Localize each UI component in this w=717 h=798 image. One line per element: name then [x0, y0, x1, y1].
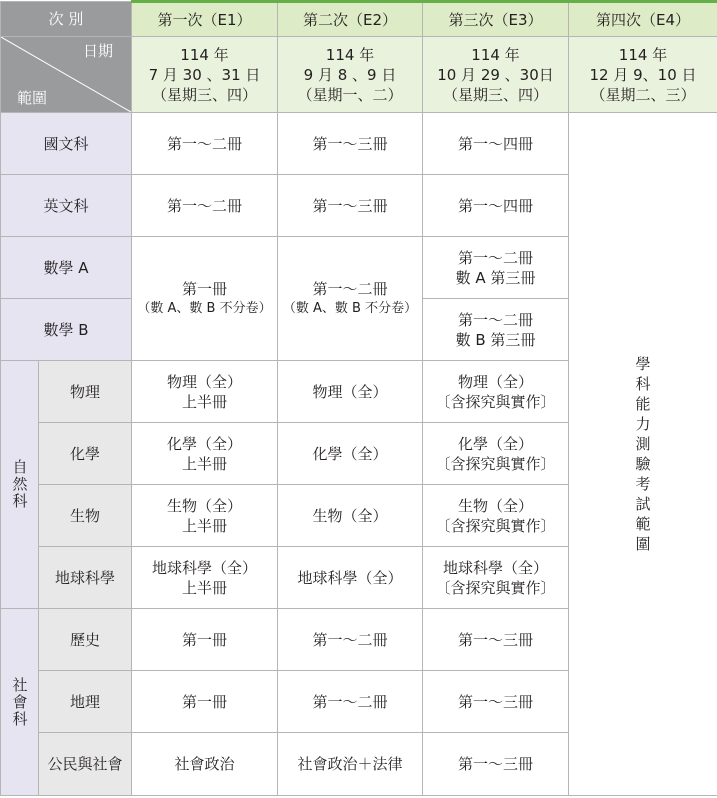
subject-earth-science: 地球科學	[39, 547, 132, 609]
session-header-row	[1, 2, 717, 37]
subject-civics: 公民與社會	[39, 733, 132, 796]
subject-chemistry: 化學	[39, 423, 132, 485]
e4-char: 能	[635, 395, 651, 413]
cell-history-e1: 第一冊	[132, 609, 278, 671]
cell-math-b-e3-line2: 數 B 第三冊	[455, 330, 536, 349]
cell-math-a-e3-line2: 數 A 第三冊	[455, 268, 536, 287]
cell-civics-e1: 社會政治	[132, 733, 278, 796]
date-e1-year: 114 年	[180, 45, 229, 64]
date-e2-days: 9 月 8 、9 日	[303, 65, 397, 84]
cell-biology-e1-line1: 生物（全）	[166, 496, 242, 515]
cell-earth-e2	[278, 547, 423, 609]
session-e2: 第二次（E2）	[278, 2, 423, 37]
e4-char: 範	[635, 515, 651, 533]
e4-char: 試	[635, 495, 651, 513]
subject-english: 英文科	[1, 175, 132, 237]
cell-earth-e3	[423, 547, 569, 609]
cell-geography-e3: 第一～三冊	[423, 671, 569, 733]
cell-chemistry-e2-line1: 化學（全）	[312, 444, 388, 463]
date-e2-weekdays: （星期一、二）	[297, 85, 403, 104]
session-e3: 第三次（E3）	[423, 2, 569, 37]
e4-char: 驗	[635, 455, 651, 473]
date-e3-days: 10 月 29 、30日	[437, 65, 554, 84]
subject-chinese: 國文科	[1, 113, 132, 175]
cell-physics-e1-line2: 上半冊	[181, 392, 227, 411]
date-corner-label: 日期	[82, 42, 113, 60]
cell-math-b-e3-line1: 第一～二冊	[457, 310, 533, 329]
subject-math-b: 數學 B	[1, 299, 132, 361]
date-e4-weekdays: （星期二、三）	[590, 85, 696, 104]
cell-earth-e3-line2: 〔含探究與實作〕	[435, 578, 556, 597]
cell-biology-e3-line1: 生物（全）	[457, 496, 533, 515]
subject-physics: 物理	[39, 361, 132, 423]
date-e1	[132, 37, 278, 113]
cell-english-e2: 第一～三冊	[278, 175, 423, 237]
group-science	[1, 361, 39, 609]
cell-physics-e2-line1: 物理（全）	[312, 382, 388, 401]
e4-char: 科	[635, 375, 651, 393]
date-e3	[423, 37, 569, 113]
cell-chemistry-e2	[278, 423, 423, 485]
date-row	[1, 37, 717, 113]
cell-physics-e1-line1: 物理（全）	[166, 372, 242, 391]
date-e4	[569, 37, 717, 113]
cell-chemistry-e1-line2: 上半冊	[181, 454, 227, 473]
e4-char: 力	[635, 415, 651, 433]
date-e2-year: 114 年	[325, 45, 375, 64]
group-social	[1, 609, 39, 796]
cell-biology-e2-line1: 生物（全）	[312, 506, 388, 525]
subject-geography: 地理	[39, 671, 132, 733]
cell-physics-e1	[132, 361, 278, 423]
table-row	[1, 113, 717, 175]
subject-history: 歷史	[39, 609, 132, 671]
date-e3-weekdays: （星期三、四）	[442, 85, 548, 104]
session-corner-label: 次 別	[1, 2, 132, 37]
cell-math-e2-line1: 第一～二冊	[312, 279, 388, 298]
cell-biology-e3-line2: 〔含探究與實作〕	[435, 516, 556, 535]
cell-math-e2-line2: （數 A、數 B 不分卷）	[282, 300, 418, 316]
cell-math-a-e3	[423, 237, 569, 299]
date-e4-days: 12 月 9、10 日	[589, 65, 697, 84]
cell-civics-e3: 第一～三冊	[423, 733, 569, 796]
group-social-label: 社會科	[10, 676, 29, 728]
cell-chinese-e2: 第一～三冊	[278, 113, 423, 175]
e4-char: 考	[635, 475, 651, 493]
cell-earth-e3-line1: 地球科學（全）	[442, 558, 548, 577]
cell-english-e1: 第一～二冊	[132, 175, 278, 237]
cell-physics-e3	[423, 361, 569, 423]
range-corner-label: 範圍	[17, 89, 48, 107]
cell-chemistry-e1	[132, 423, 278, 485]
cell-math-e1-line1: 第一冊	[181, 279, 227, 298]
e4-char: 測	[635, 435, 651, 453]
cell-geography-e1: 第一冊	[132, 671, 278, 733]
e4-char: 學	[635, 355, 651, 373]
cell-math-b-e3	[423, 299, 569, 361]
cell-physics-e3-line1: 物理（全）	[457, 372, 533, 391]
cell-earth-e1-line2: 上半冊	[181, 578, 227, 597]
cell-math-e2	[278, 237, 423, 361]
cell-math-e1-line2: （數 A、數 B 不分卷）	[137, 300, 272, 316]
date-e1-weekdays: （星期三、四）	[151, 85, 257, 104]
date-e3-year: 114 年	[471, 45, 520, 64]
cell-physics-e2	[278, 361, 423, 423]
cell-earth-e2-line1: 地球科學（全）	[297, 568, 403, 587]
cell-chemistry-e3	[423, 423, 569, 485]
group-science-label: 自然科	[10, 459, 29, 510]
cell-earth-e1	[132, 547, 278, 609]
subject-biology: 生物	[39, 485, 132, 547]
date-e2	[278, 37, 423, 113]
cell-biology-e3	[423, 485, 569, 547]
cell-chinese-e3: 第一～四冊	[423, 113, 569, 175]
cell-math-a-e3-line1: 第一～二冊	[457, 248, 533, 267]
date-e4-year: 114 年	[618, 45, 668, 64]
e4-char: 圍	[635, 535, 651, 553]
cell-biology-e1	[132, 485, 278, 547]
cell-biology-e1-line2: 上半冊	[181, 516, 227, 535]
cell-chemistry-e3-line1: 化學（全）	[457, 434, 533, 453]
cell-chinese-e1: 第一～二冊	[132, 113, 278, 175]
cell-geography-e2: 第一～二冊	[278, 671, 423, 733]
e4-scope-cell	[569, 113, 717, 796]
cell-chemistry-e3-line2: 〔含探究與實作〕	[435, 454, 556, 473]
cell-english-e3: 第一～四冊	[423, 175, 569, 237]
cell-history-e3: 第一～三冊	[423, 609, 569, 671]
session-e1: 第一次（E1）	[132, 2, 278, 37]
cell-history-e2: 第一～二冊	[278, 609, 423, 671]
cell-civics-e2: 社會政治＋法律	[278, 733, 423, 796]
cell-physics-e3-line2: 〔含探究與實作〕	[435, 392, 556, 411]
cell-biology-e2	[278, 485, 423, 547]
cell-chemistry-e1-line1: 化學（全）	[166, 434, 242, 453]
subject-math-a: 數學 A	[1, 237, 132, 299]
cell-earth-e1-line1: 地球科學（全）	[151, 558, 257, 577]
date-range-corner	[1, 37, 132, 113]
session-e4: 第四次（E4）	[569, 2, 717, 37]
cell-math-e1	[132, 237, 278, 361]
date-e1-days: 7 月 30 、31 日	[148, 65, 261, 84]
